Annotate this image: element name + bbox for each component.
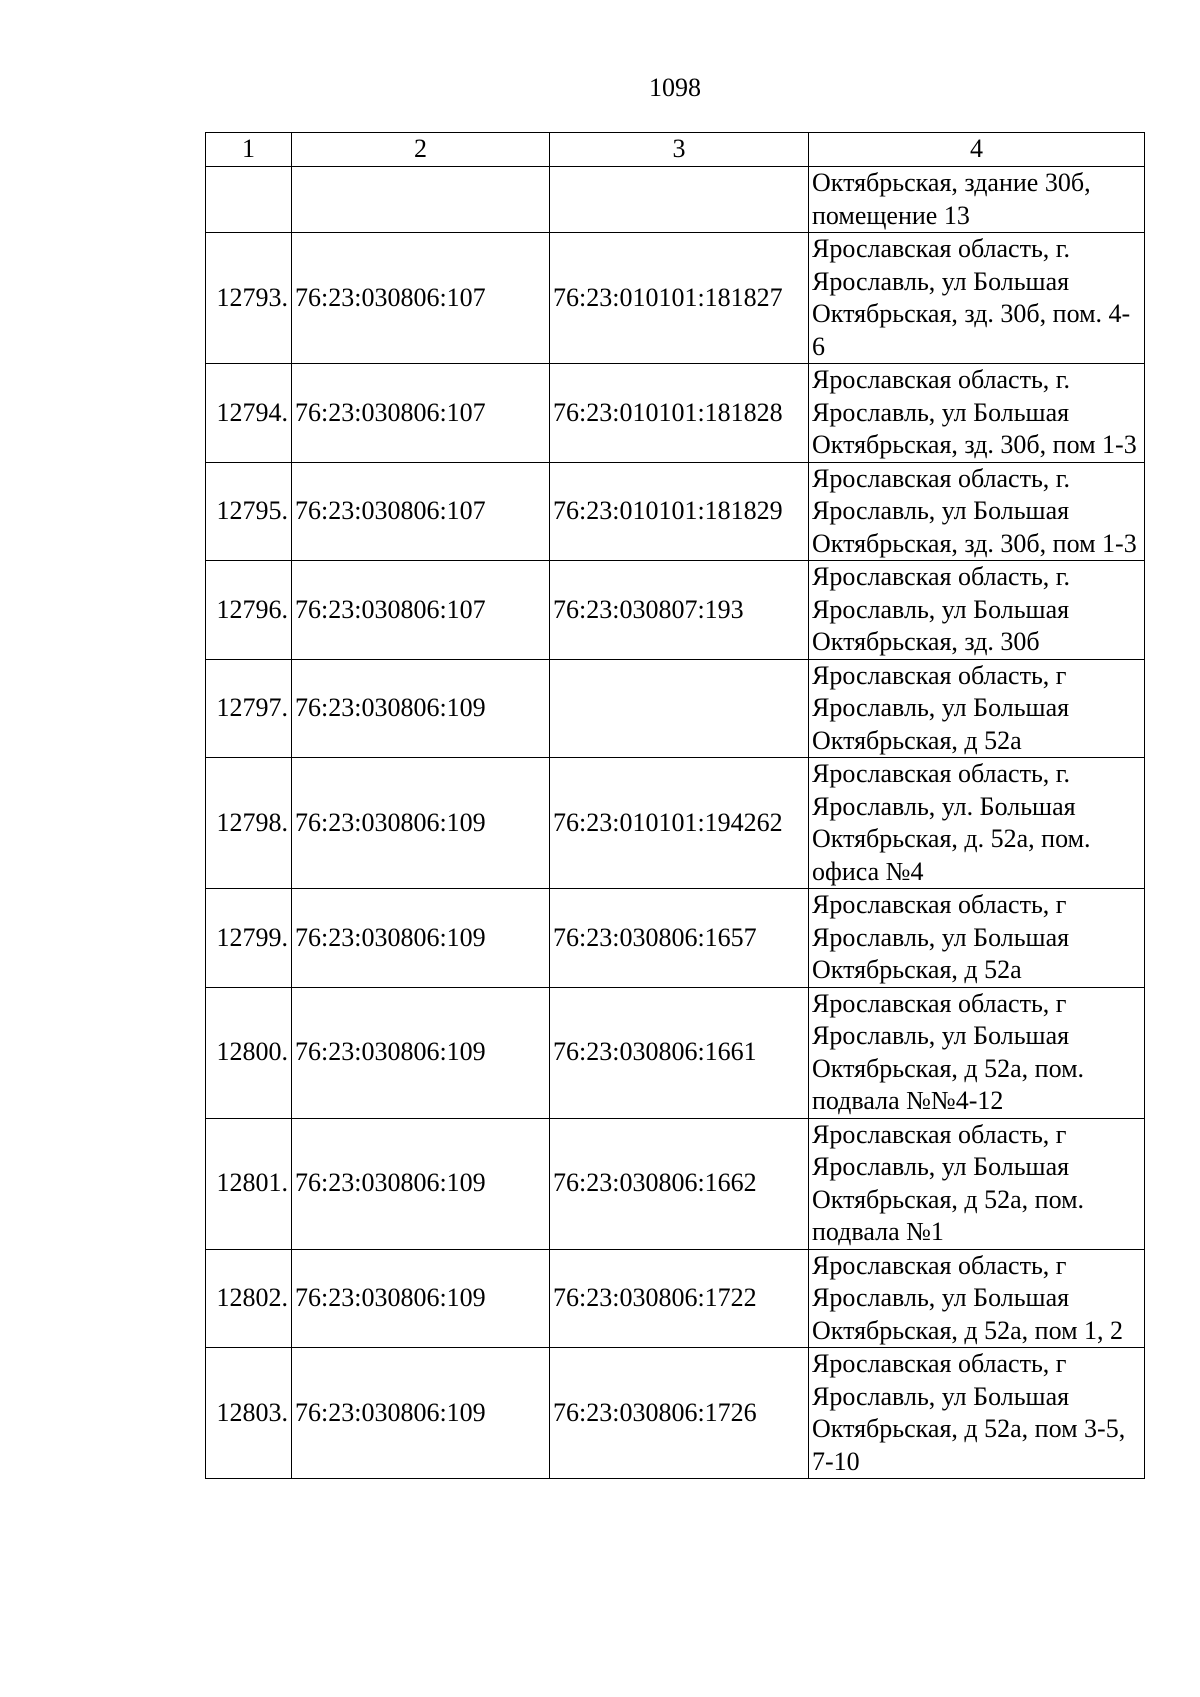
object-cadastral-cell: 76:23:010101:194262 bbox=[550, 758, 809, 889]
registry-table bbox=[205, 132, 1145, 1479]
parcel-cadastral-cell: 76:23:030806:109 bbox=[292, 659, 550, 758]
page-number: 1098 bbox=[649, 73, 701, 102]
table-row bbox=[206, 364, 1145, 463]
continuation-num-cell bbox=[206, 167, 292, 233]
row-number-cell: 12798. bbox=[206, 758, 292, 889]
address-cell: Ярославская область, г Ярославль, ул Большая Октябрьская, д 52а, пом. подвала №1 bbox=[809, 1118, 1145, 1249]
address-cell: Ярославская область, г. Ярославль, ул Большая Октябрьская, зд. 30б, пом 1-3 bbox=[809, 462, 1145, 561]
table-row bbox=[206, 659, 1145, 758]
row-number-cell: 12803. bbox=[206, 1348, 292, 1479]
table-row bbox=[206, 462, 1145, 561]
parcel-cadastral-cell: 76:23:030806:107 bbox=[292, 462, 550, 561]
parcel-cadastral-cell: 76:23:030806:109 bbox=[292, 987, 550, 1118]
continuation-address-cell: Октябрьская, здание 30б, помещение 13 bbox=[809, 167, 1145, 233]
row-number-cell: 12795. bbox=[206, 462, 292, 561]
parcel-cadastral-cell: 76:23:030806:107 bbox=[292, 364, 550, 463]
table-row bbox=[206, 987, 1145, 1118]
address-cell: Ярославская область, г. Ярославль, ул. Большая Октябрьская, д. 52а, пом. офиса №4 bbox=[809, 758, 1145, 889]
column-header-1: 1 bbox=[206, 133, 292, 167]
row-number-cell: 12800. bbox=[206, 987, 292, 1118]
object-cadastral-cell: 76:23:030806:1722 bbox=[550, 1249, 809, 1348]
row-number-cell: 12802. bbox=[206, 1249, 292, 1348]
parcel-cadastral-cell: 76:23:030806:107 bbox=[292, 233, 550, 364]
row-number-cell: 12801. bbox=[206, 1118, 292, 1249]
address-cell: Ярославская область, г Ярославль, ул Большая Октябрьская, д 52а, пом 1, 2 bbox=[809, 1249, 1145, 1348]
column-header-4: 4 bbox=[809, 133, 1145, 167]
table-row bbox=[206, 1118, 1145, 1249]
table-row bbox=[206, 889, 1145, 988]
object-cadastral-cell: 76:23:030806:1726 bbox=[550, 1348, 809, 1479]
parcel-cadastral-cell: 76:23:030806:109 bbox=[292, 1118, 550, 1249]
parcel-cadastral-cell: 76:23:030806:109 bbox=[292, 1249, 550, 1348]
object-cadastral-cell: 76:23:030806:1657 bbox=[550, 889, 809, 988]
table-row bbox=[206, 1249, 1145, 1348]
column-header-3: 3 bbox=[550, 133, 809, 167]
column-header-2: 2 bbox=[292, 133, 550, 167]
object-cadastral-cell: 76:23:010101:181828 bbox=[550, 364, 809, 463]
object-cadastral-cell: 76:23:030807:193 bbox=[550, 561, 809, 660]
continuation-parcel-cell bbox=[292, 167, 550, 233]
parcel-cadastral-cell: 76:23:030806:109 bbox=[292, 889, 550, 988]
table-header-row bbox=[206, 133, 1145, 167]
object-cadastral-cell: 76:23:010101:181829 bbox=[550, 462, 809, 561]
table-row bbox=[206, 561, 1145, 660]
parcel-cadastral-cell: 76:23:030806:109 bbox=[292, 758, 550, 889]
row-number-cell: 12794. bbox=[206, 364, 292, 463]
table-row bbox=[206, 758, 1145, 889]
object-cadastral-cell: 76:23:010101:181827 bbox=[550, 233, 809, 364]
object-cadastral-cell: 76:23:030806:1661 bbox=[550, 987, 809, 1118]
continuation-object-cell bbox=[550, 167, 809, 233]
address-cell: Ярославская область, г Ярославль, ул Большая Октябрьская, д 52а, пом. подвала №№4-12 bbox=[809, 987, 1145, 1118]
address-cell: Ярославская область, г Ярославль, ул Большая Октябрьская, д 52а, пом 3-5, 7-10 bbox=[809, 1348, 1145, 1479]
row-number-cell: 12799. bbox=[206, 889, 292, 988]
address-cell: Ярославская область, г. Ярославль, ул Большая Октябрьская, зд. 30б bbox=[809, 561, 1145, 660]
address-cell: Ярославская область, г Ярославль, ул Большая Октябрьская, д 52а bbox=[809, 889, 1145, 988]
object-cadastral-cell: 76:23:030806:1662 bbox=[550, 1118, 809, 1249]
row-number-cell: 12796. bbox=[206, 561, 292, 660]
row-number-cell: 12797. bbox=[206, 659, 292, 758]
address-cell: Ярославская область, г. Ярославль, ул Большая Октябрьская, зд. 30б, пом 1-3 bbox=[809, 364, 1145, 463]
object-cadastral-cell bbox=[550, 659, 809, 758]
parcel-cadastral-cell: 76:23:030806:107 bbox=[292, 561, 550, 660]
address-cell: Ярославская область, г Ярославль, ул Большая Октябрьская, д 52а bbox=[809, 659, 1145, 758]
table-row bbox=[206, 233, 1145, 364]
table-body bbox=[206, 167, 1145, 1479]
continuation-row bbox=[206, 167, 1145, 233]
address-cell: Ярославская область, г. Ярославль, ул Большая Октябрьская, зд. 30б, пом. 4-6 bbox=[809, 233, 1145, 364]
table-row bbox=[206, 1348, 1145, 1479]
row-number-cell: 12793. bbox=[206, 233, 292, 364]
parcel-cadastral-cell: 76:23:030806:109 bbox=[292, 1348, 550, 1479]
